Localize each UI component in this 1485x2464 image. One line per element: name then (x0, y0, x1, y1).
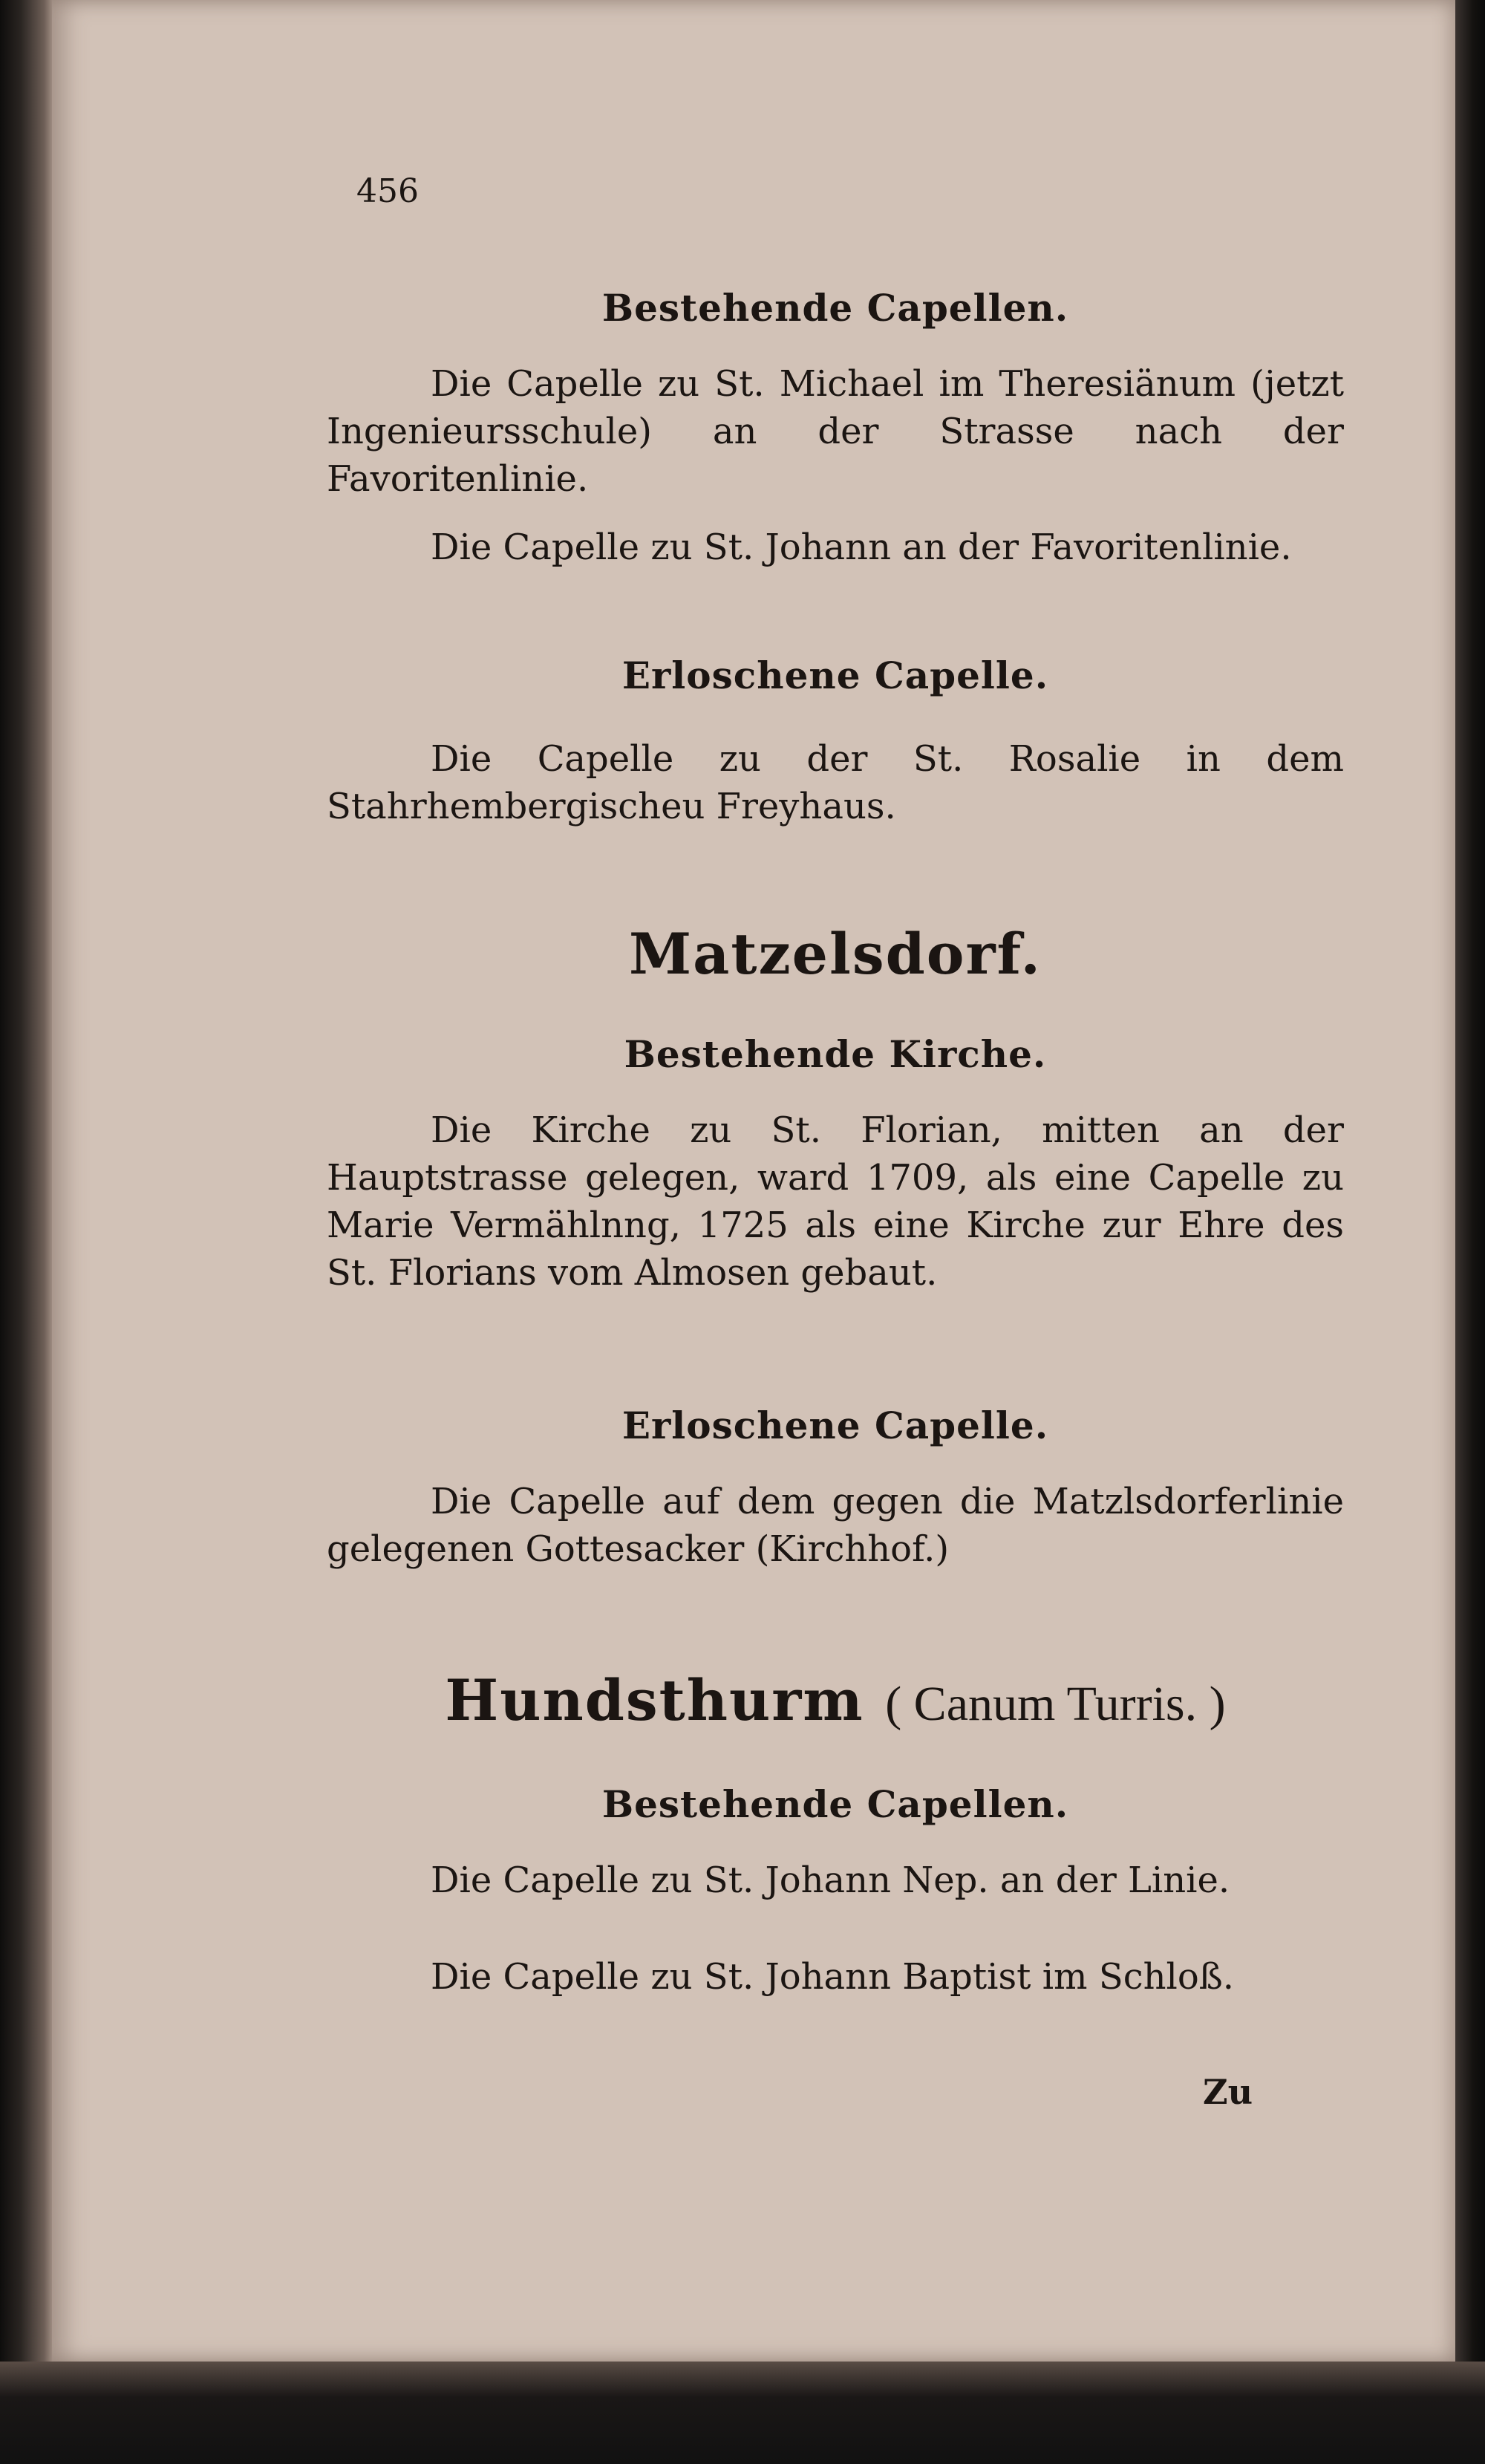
section-heading-extinct-chapel-2: Erloschene Capelle. (621, 1404, 1049, 1447)
paragraph-michael-chapel: Die Capelle zu St. Michael im Theresiänum (jetzt Ingenieursschule) an der Strasse nach der Favoritenlinie. (327, 363, 1344, 500)
paragraph-johann-baptist-chapel: Die Capelle zu St. Johann Baptist im Schloß. (431, 1956, 1235, 1998)
paragraph-johann-chapel: Die Capelle zu St. Johann an der Favoritenlinie. (431, 527, 1292, 568)
book-gutter-shadow (0, 0, 52, 2464)
place-heading-hundsthurm (327, 1667, 1344, 1733)
paragraph-florian-church: Die Kirche zu St. Florian, mitten an der Hauptstrasse gelegen, ward 1709, als eine Capelle zu Marie Vermählnng, 1725 als eine Kirche zur Ehre des St. Florians vom Almosen gebaut. (327, 1109, 1344, 1294)
section-heading-extinct-chapel-1: Erloschene Capelle. (621, 654, 1049, 697)
section-heading-existing-chapels-1: Bestehende Capellen. (601, 286, 1069, 330)
page-edge-right (1455, 0, 1485, 2464)
page-number: 456 (356, 172, 419, 210)
place-latin-name: ( Canum Turris. ) (885, 1677, 1226, 1731)
section-heading-existing-church: Bestehende Kirche. (624, 1032, 1047, 1076)
place-name: Hundsthurm (445, 1667, 864, 1733)
paragraph-johann-nep-chapel: Die Capelle zu St. Johann Nep. an der Linie. (431, 1860, 1230, 1901)
paragraph-rosalie-chapel: Die Capelle zu der St. Rosalie in dem Stahrhembergischeu Freyhaus. (327, 738, 1344, 827)
paragraph-cemetery-chapel: Die Capelle auf dem gegen die Matzlsdorferlinie gelegenen Gottesacker (Kirchhof.) (327, 1481, 1344, 1570)
place-heading-matzelsdorf: Matzelsdorf. (629, 921, 1042, 987)
catchword: Zu (1203, 2072, 1253, 2112)
page-edge-bottom (0, 2362, 1485, 2464)
section-heading-existing-chapels-2: Bestehende Capellen. (601, 1782, 1069, 1826)
